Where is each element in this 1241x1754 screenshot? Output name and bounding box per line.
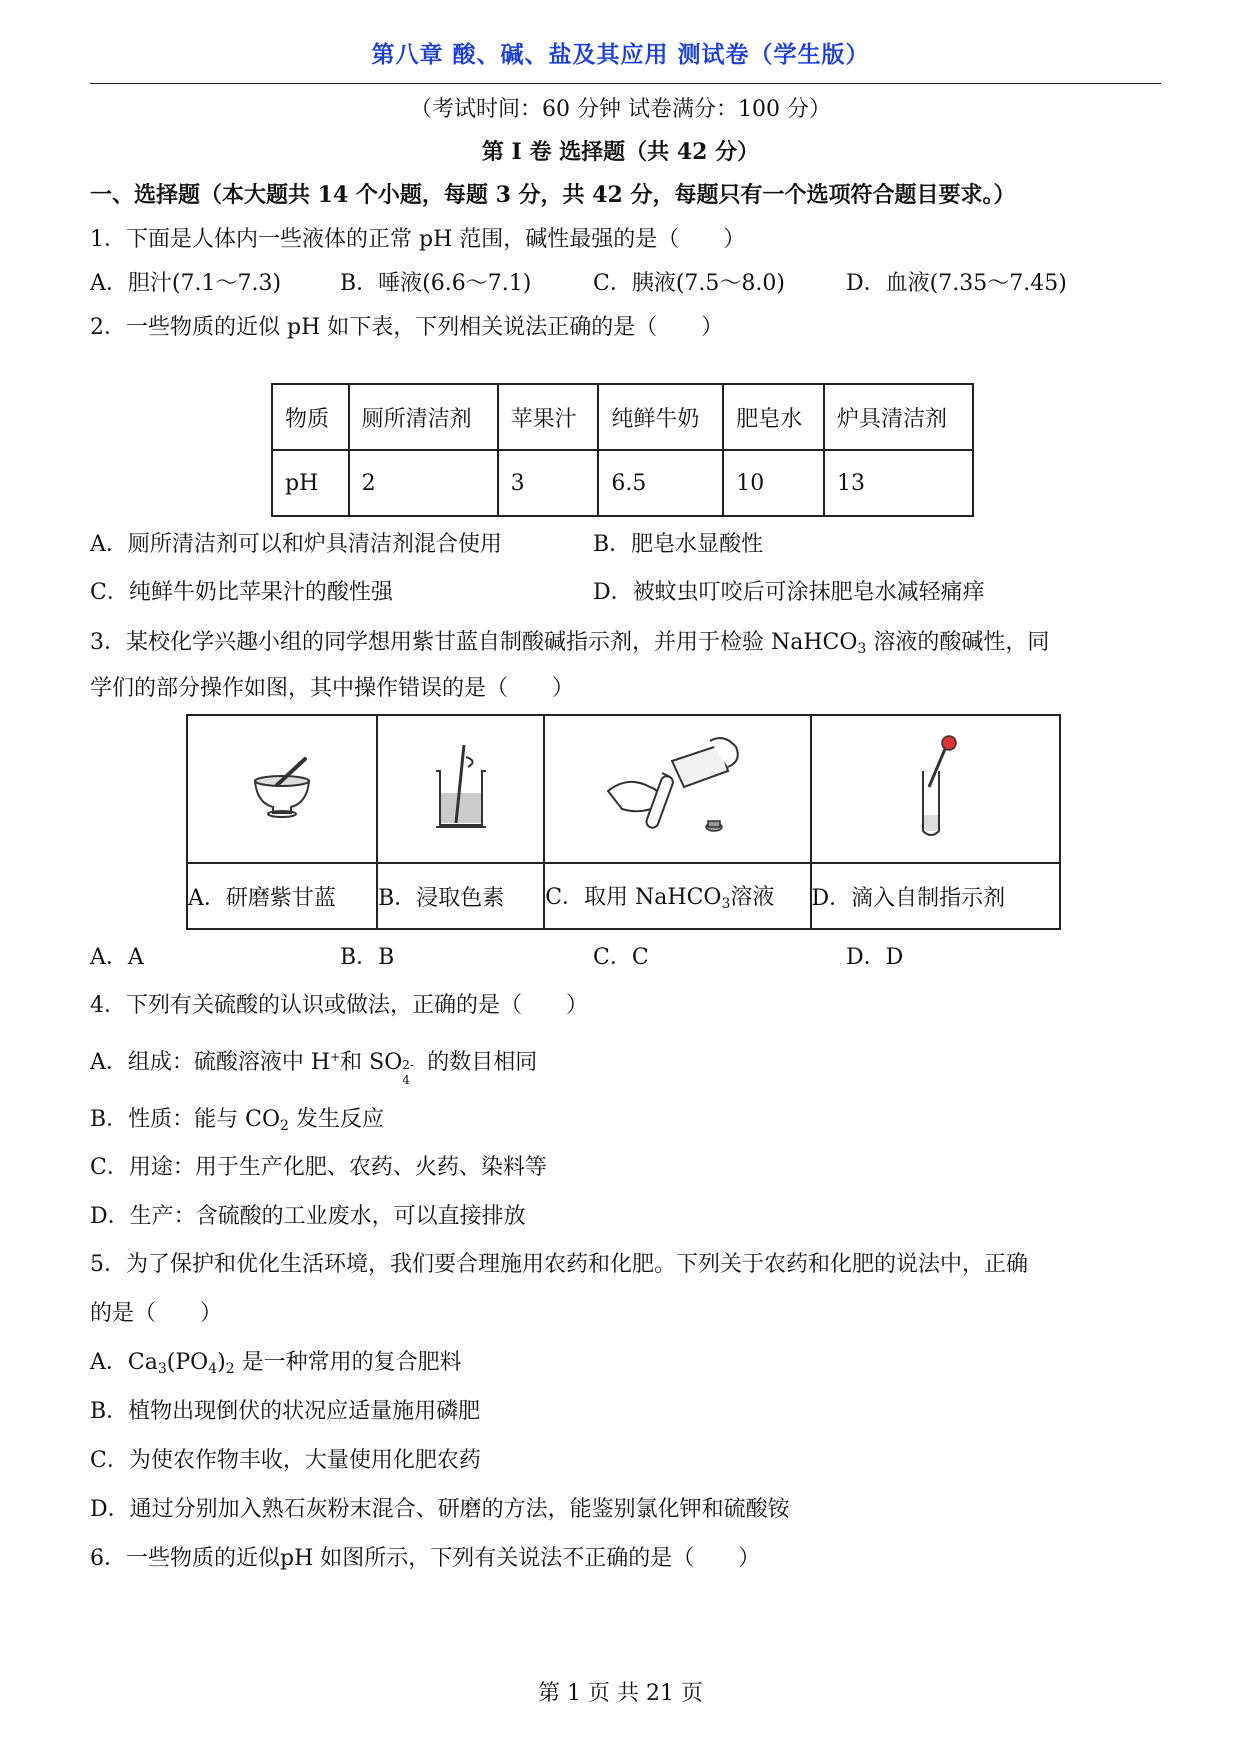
question-3-stem-line2: 学们的部分操作如图，其中操作错误的是（ ） [90,676,575,701]
table-header-cell: 物质 [272,384,349,450]
q1-option-b: B．唾液(6.6～7.1) [340,271,532,296]
q1-option-d: D．血液(7.35～7.45) [846,271,1067,296]
question-5-stem-line1: 5．为了保护和优化生活环境，我们要合理施用农药和化肥。下列关于农药和化肥的说法中，正确 [90,1252,1029,1277]
q4-option-a: A．组成：硫酸溶液中 H+和 SO 2- 4 的数目相同 [90,1050,538,1087]
table-header-cell: 厕所清洁剂 [349,384,498,450]
q4-option-b: B．性质：能与 $CO_2$ 发生反应 [90,1107,384,1134]
question-4-stem: 4．下列有关硫酸的认识或做法，正确的是（ ） [90,993,588,1018]
q3-option-b: B．B [340,945,395,970]
caption-d: D．滴入自制指示剂 [811,863,1060,929]
table-cell: 10 [723,450,824,516]
q2-option-d: D．被蚊虫叮咬后可涂抹肥皂水减轻痛痒 [593,580,985,605]
q3-option-a: A．A [90,945,144,970]
table-cell: 3 [498,450,599,516]
q2-option-b: B．肥皂水显酸性 [593,532,764,557]
table-row [187,863,1060,929]
section-title: 一、选择题（本大题共 14 个小题，每题 3 分，共 42 分，每题只有一个选项符合题目要求。） [90,182,1016,208]
part-title: 第 I 卷 选择题（共 42 分） [481,139,760,165]
table-row [272,384,973,450]
table-row [272,450,973,516]
pouring-solution-illustration [544,715,810,863]
exam-info: （考试时间：60 分钟 试卷满分：100 分） [410,97,831,122]
header-divider [90,83,1161,84]
caption-b: B．浸取色素 [377,863,544,929]
table-cell: pH [272,450,349,516]
experiment-table [186,714,1061,930]
caption-a: A．研磨紫甘蓝 [187,863,377,929]
beaker-icon [426,741,496,831]
question-5-stem-line2: 的是（ ） [90,1301,223,1326]
question-2-stem: 2．一些物质的近似 pH 如下表，下列相关说法正确的是（ ） [90,315,724,340]
pouring-hands-icon [602,731,752,841]
page-footer: 第 1 页 共 21 页 [538,1681,703,1706]
question-6-stem: 6．一些物质的近似pH 如图所示，下列有关说法不正确的是（ ） [90,1546,761,1571]
mortar-icon [247,751,317,821]
table-cell: 6.5 [598,450,723,516]
page-title: 第八章 酸、碱、盐及其应用 测试卷（学生版） [371,42,870,68]
q4-option-d: D．生产：含硫酸的工业废水，可以直接排放 [90,1204,526,1229]
table-header-cell: 苹果汁 [498,384,599,450]
table-row [187,715,1060,863]
ph-table [271,383,974,517]
table-cell: 2 [349,450,498,516]
table-header-cell: 肥皂水 [723,384,824,450]
q5-option-d: D．通过分别加入熟石灰粉末混合、研磨的方法，能鉴别氯化钾和硫酸铵 [90,1497,790,1522]
caption-c: C．取用 NaHCO$_3$溶液 [544,863,810,929]
q1-option-a: A．胆汁(7.1～7.3) [90,271,282,296]
table-header-cell: 纯鲜牛奶 [598,384,723,450]
q5-option-b: B．植物出现倒伏的状况应适量施用磷肥 [90,1399,481,1424]
q4-option-c: C．用途：用于生产化肥、农药、火药、染料等 [90,1155,547,1180]
table-cell: 13 [824,450,973,516]
q2-option-c: C．纯鲜牛奶比苹果汁的酸性强 [90,580,393,605]
question-3-stem-line1: 3．某校化学兴趣小组的同学想用紫甘蓝自制酸碱指示剂，并用于检验 NaHCO$_3$ 溶液的酸碱性，同 [90,630,1050,657]
beaker-stirring-illustration [377,715,544,863]
mortar-pestle-illustration [187,715,377,863]
q5-option-a: A．$Ca_3(PO_4)_2$ 是一种常用的复合肥料 [90,1350,462,1377]
table-header-cell: 炉具清洁剂 [824,384,973,450]
question-1-stem: 1．下面是人体内一些液体的正常 pH 范围，碱性最强的是（ ） [90,227,746,252]
q1-option-c: C．胰液(7.5～8.0) [593,271,785,296]
q5-option-c: C．为使农作物丰收，大量使用化肥农药 [90,1448,481,1473]
dropper-tube-illustration [811,715,1060,863]
q3-option-c: C．C [593,945,649,970]
q2-option-a: A．厕所清洁剂可以和炉具清洁剂混合使用 [90,532,502,557]
q3-option-d: D．D [846,945,904,970]
dropper-icon [905,731,965,841]
